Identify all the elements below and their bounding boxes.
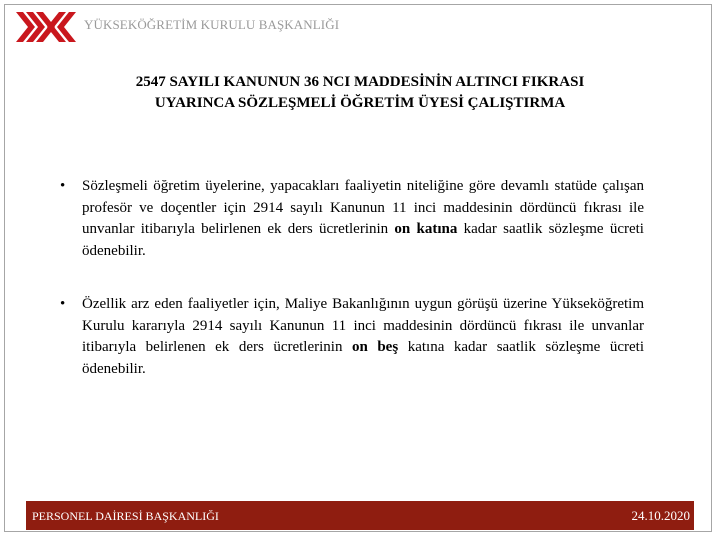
page-title [40, 72, 680, 114]
bullet-text: Özellik arz eden faaliyetler için, Maliye Bakanlığının uygun görüşü üzerine Yükseköğretim Kurulu kararıyla 2914 sayılı Kanunun 11 inci maddesinin dördüncü fıkrası ile unvanlar itibarıyla belirlenen ek ders ücretlerinin [82, 296, 644, 355]
bullet-text: kadar saatlik sözleşme ücreti ödenebilir. [82, 221, 644, 259]
bullet-item [58, 176, 644, 262]
bullet-bold-text: on katına [394, 221, 458, 237]
bullet-text: katına kadar saatlik sözleşme ücreti ödenebilir. [82, 339, 645, 377]
bullet-list [58, 176, 644, 380]
bullet-item [58, 294, 644, 380]
title-line-2: UYARINCA SÖZLEŞMELİ ÖĞRETİM ÜYESİ ÇALIŞTIRMA [154, 95, 566, 111]
bullet-text: Sözleşmeli öğretim üyelerine, yapacakları faaliyetin niteliğine göre devamlı statüde çalışan profesör ve doçentler için 2914 sayılı Kanunun 11 inci maddesinin dördüncü fıkrası ile unvanlar itibarıyla belirlenen ek ders ücretlerinin [82, 178, 644, 237]
bullet-bold-text: on beş [351, 339, 399, 355]
footer-department: PERSONEL DAİRESİ BAŞKANLIĞI [32, 509, 219, 523]
yok-logo-icon [14, 10, 78, 44]
footer-date: 24.10.2020 [631, 508, 690, 523]
bullet-dot-icon: • [60, 178, 66, 194]
title-line-1: 2547 SAYILI KANUNUN 36 NCI MADDESİNİN ALTINCI FIKRASI [135, 74, 585, 90]
bullet-dot-icon: • [60, 296, 66, 312]
organization-name: YÜKSEKÖĞRETİM KURULU BAŞKANLIĞI [84, 17, 340, 32]
